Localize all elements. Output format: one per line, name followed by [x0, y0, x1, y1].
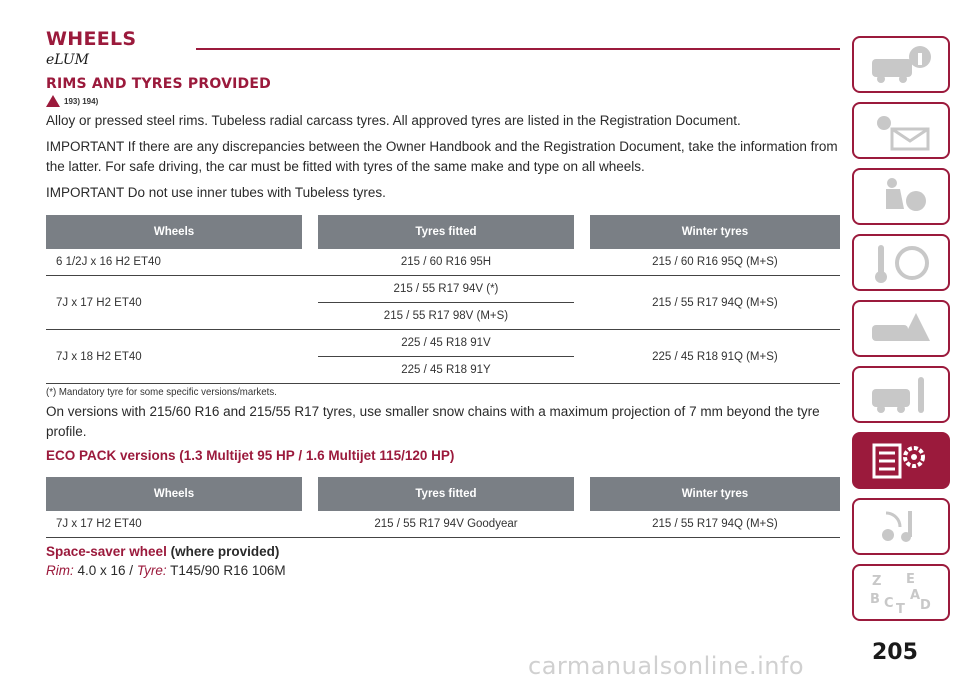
svg-text:T: T — [896, 601, 905, 615]
cell-tyre: 215 / 55 R17 94V Goodyear — [302, 511, 590, 538]
svg-text:D: D — [920, 597, 931, 613]
col-tyres-fitted: Tyres fitted — [318, 477, 574, 511]
space-saver-suffix: (where provided) — [170, 544, 280, 559]
section-title: RIMS AND TYRES PROVIDED — [46, 76, 271, 92]
svg-text:E: E — [906, 571, 915, 587]
page-title: WHEELS — [46, 28, 137, 50]
col-wheels: Wheels — [46, 477, 302, 511]
tyre-label: Tyre: — [136, 563, 167, 578]
car-info-icon — [866, 43, 936, 87]
lights-mail-icon — [866, 109, 936, 153]
col-wheels: Wheels — [46, 215, 302, 249]
cell-wheel: 7J x 17 H2 ET40 — [46, 276, 302, 330]
alphabet-index-icon — [866, 571, 936, 615]
warning-refs[interactable]: 193) 194) — [64, 96, 99, 106]
warning-reference — [46, 94, 840, 108]
cell-winter: 215 / 55 R17 94Q (M+S) — [590, 511, 840, 538]
eluh-hand-icon[interactable] — [46, 52, 840, 70]
eco-tyres-table — [46, 477, 840, 538]
space-saver-spec — [46, 561, 840, 581]
tab-starting-driving[interactable] — [852, 234, 950, 291]
eluh-label: eLUM — [46, 52, 89, 68]
tyre-value: T145/90 R16 106M — [170, 563, 286, 578]
svg-text:Z: Z — [872, 573, 882, 589]
table-header — [46, 477, 840, 511]
paragraph-important-discrepancies: IMPORTANT If there are any discrepancies between the Owner Handbook and the Registration Document, take the information from the latter. For safe driving, the car must be fitted with tyres of the same make and type on all wheels. — [46, 139, 838, 174]
tab-car-info[interactable] — [852, 36, 950, 93]
tab-technical-specs[interactable] — [852, 432, 950, 489]
col-winter-tyres: Winter tyres — [590, 477, 840, 511]
tab-emergency[interactable] — [852, 300, 950, 357]
heading-block — [46, 28, 840, 50]
paragraph-important-tubes: IMPORTANT Do not use inner tubes with Tubeless tyres. — [46, 185, 386, 200]
cell-winter: 225 / 45 R18 91Q (M+S) — [590, 330, 840, 384]
chapter-tabs — [852, 36, 950, 630]
table-row — [46, 249, 840, 276]
key-steering-icon — [866, 241, 936, 285]
cell-tyre: 225 / 45 R18 91Y — [318, 357, 574, 384]
table-row — [46, 511, 840, 538]
car-wrench-icon — [866, 373, 936, 417]
tyres-table — [46, 215, 840, 384]
paragraph-rims: Alloy or pressed steel rims. Tubeless radial carcass tyres. All approved tyres are listed in the Registration Document. — [46, 113, 741, 128]
cell-winter: 215 / 55 R17 94Q (M+S) — [590, 276, 840, 330]
tab-multimedia[interactable] — [852, 498, 950, 555]
page-number: 205 — [872, 640, 918, 665]
svg-text:A: A — [910, 587, 921, 603]
cell-tyre: 215 / 60 R16 95H — [302, 249, 590, 276]
cell-tyre: 225 / 45 R18 91V — [318, 330, 574, 357]
music-navigation-icon — [866, 505, 936, 549]
svg-text:B: B — [870, 591, 880, 607]
car-warning-icon — [866, 307, 936, 351]
table-footnote: (*) Mandatory tyre for some specific versions/markets. — [46, 386, 277, 398]
page-content — [46, 28, 840, 581]
paragraph-snow-chains: On versions with 215/60 R16 and 215/55 R17 tyres, use smaller snow chains with a maximum projection of 7 mm beyond the tyre profile. — [46, 404, 820, 439]
col-tyres-fitted: Tyres fitted — [318, 215, 574, 249]
col-winter-tyres: Winter tyres — [590, 215, 840, 249]
space-saver-heading — [46, 544, 840, 559]
cell-winter: 215 / 60 R16 95Q (M+S) — [590, 249, 840, 276]
specs-gear-icon — [866, 439, 936, 483]
svg-text:C: C — [884, 595, 894, 611]
rim-value: 4.0 x 16 / — [77, 563, 134, 578]
cell-tyre: 215 / 55 R17 94V (*) — [318, 276, 574, 303]
table-row — [46, 276, 840, 303]
tab-safety[interactable] — [852, 168, 950, 225]
warning-triangle-icon — [46, 95, 60, 107]
table-header — [46, 215, 840, 249]
tab-index[interactable] — [852, 564, 950, 621]
eco-pack-title: ECO PACK versions (1.3 Multijet 95 HP / 1.6 Multijet 115/120 HP) — [46, 448, 455, 463]
cell-wheel: 7J x 18 H2 ET40 — [46, 330, 302, 384]
rim-label: Rim: — [46, 563, 74, 578]
tab-maintenance[interactable] — [852, 366, 950, 423]
space-saver-title: Space-saver wheel — [46, 544, 167, 559]
cell-wheel: 7J x 17 H2 ET40 — [46, 511, 302, 538]
seat-airbag-icon — [866, 175, 936, 219]
cell-tyre: 215 / 55 R17 98V (M+S) — [318, 303, 574, 330]
tab-lights-messages[interactable] — [852, 102, 950, 159]
watermark: carmanualsonline.info — [528, 652, 805, 680]
table-row — [46, 330, 840, 357]
title-rule — [196, 48, 840, 50]
cell-wheel: 6 1/2J x 16 H2 ET40 — [46, 249, 302, 276]
